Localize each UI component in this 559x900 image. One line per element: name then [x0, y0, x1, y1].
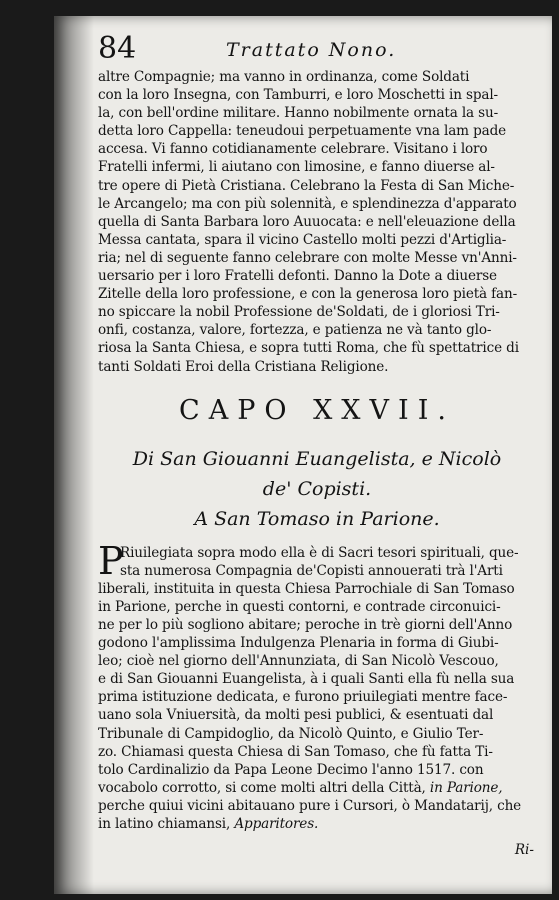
- catchword: Ri-: [514, 842, 534, 858]
- text-line: ria; nel di seguente fanno celebrare con molte Messe vn'Anni-: [98, 249, 517, 266]
- text-line: zo. Chiamasi questa Chiesa di San Tomaso, che fù fatta Ti-: [98, 743, 493, 760]
- text-line: e di San Giouanni Euangelista, à i quali Santi ella fù nella sua: [98, 671, 515, 688]
- text-line: onfi, costanza, valore, fortezza, e patienza ne và tanto glo-: [98, 322, 492, 339]
- italic-segment: in Parione,: [429, 779, 503, 796]
- italic-segment: Apparitores.: [234, 816, 319, 832]
- chapter-heading: CAPO XXVII.: [179, 394, 455, 426]
- text-line: Zitelle della loro professione, e con la generosa loro pietà fan-: [98, 286, 518, 303]
- text-line: la, con bell'ordine militare. Hanno nobilmente ornata la su-: [98, 105, 499, 122]
- text-line: tanti Soldati Eroi della Cristiana Religione.: [98, 358, 389, 375]
- page-header: [98, 31, 536, 66]
- text-line: liberali, instituita in questa Chiesa Parrochiale di San Tomaso: [98, 580, 515, 597]
- book-page: [54, 16, 552, 894]
- first-paragraph: [98, 68, 536, 376]
- text-line: [98, 815, 536, 833]
- text-line: no spiccare la nobil Professione de'Soldati, de i gloriosi Tri-: [98, 304, 500, 321]
- text-line: prima istituzione dedicata, e furono priuilegiati mentre face-: [98, 689, 508, 706]
- text-segment: vocabolo corrotto, si come molti altri della Città,: [98, 779, 426, 796]
- text-line: uersario per i loro Fratelli defonti. Danno la Dote a diuerse: [98, 268, 497, 285]
- text-line: riosa la Santa Chiesa, e sopra tutti Roma, che fù spettatrice di: [98, 340, 519, 357]
- subtitle-line: de' Copisti.: [262, 477, 372, 500]
- subtitle-line: Di San Giouanni Euangelista, e Nicolò: [132, 447, 502, 470]
- text-line: perche quiui vicini abitauano pure i Cursori, ò Mandatarij, che: [98, 797, 522, 814]
- text-line: accesa. Vi fanno cotidianamente celebrare. Visitano i loro: [98, 141, 488, 158]
- text-line: in Parione, perche in questi contorni, e contrade circonuici-: [98, 598, 501, 615]
- chapter-subtitle: [98, 444, 536, 534]
- text-line: ne per lo più sogliono abitare; peroche in trè giorni dell'Anno: [98, 616, 513, 633]
- text-line: Riuilegiata sopra modo ella è di Sacri tesori spirituali, que-: [120, 544, 519, 561]
- text-line: con la loro Insegna, con Tamburri, e loro Moschetti in spal-: [98, 87, 498, 104]
- page-number: 84: [98, 31, 137, 66]
- text-line: quella di Santa Barbara loro Auuocata: e nell'eleuazione della: [98, 213, 516, 230]
- text-line: tre opere di Pietà Cristiana. Celebrano la Festa di San Miche-: [98, 177, 515, 194]
- text-line: uano sola Vniuersità, da molti pesi publici, & esentuati dal: [98, 707, 494, 724]
- text-line: leo; cioè nel giorno dell'Annunziata, di San Nicolò Vescouo,: [98, 653, 499, 670]
- text-line: Tribunale di Campidoglio, da Nicolò Quinto, e Giulio Ter-: [98, 725, 484, 742]
- second-paragraph: [98, 538, 536, 834]
- text-line: godono l'amplissima Indulgenza Plenaria in forma di Giubi-: [98, 635, 499, 652]
- text-segment: in latino chiamansi,: [98, 816, 231, 832]
- text-line: sta numerosa Compagnia de'Copisti annouerati trà l'Arti: [120, 562, 503, 579]
- text-line: detta loro Cappella: teneudoui perpetuamente vna lam pade: [98, 123, 507, 140]
- text-line: altre Compagnie; ma vanno in ordinanza, come Soldati: [98, 69, 470, 85]
- text-line: Messa cantata, spara il vicino Castello molti pezzi d'Artiglia-: [98, 231, 507, 248]
- drop-cap: P: [98, 538, 124, 583]
- text-line: [98, 779, 536, 797]
- text-line: tolo Cardinalizio da Papa Leone Decimo l'anno 1517. con: [98, 761, 484, 778]
- text-line: Fratelli infermi, li aiutano con limosine, e fanno diuerse al-: [98, 159, 495, 176]
- running-title: Trattato Nono.: [226, 39, 397, 61]
- subtitle-line: A San Tomaso in Parione.: [194, 507, 440, 530]
- text-line: le Arcangelo; ma con più solennità, e splendinezza d'apparato: [98, 195, 517, 212]
